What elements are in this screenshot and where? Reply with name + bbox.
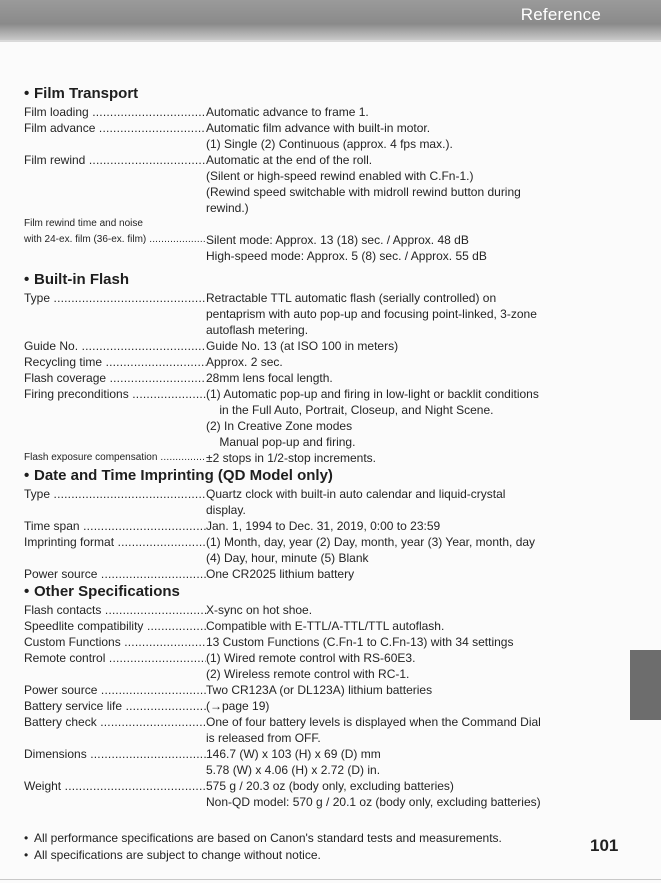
spec-value-line: ±2 stops in 1/2-stop increments. bbox=[206, 451, 376, 465]
spec-label: Power source ..... bbox=[24, 682, 206, 698]
spec-values bbox=[206, 120, 624, 152]
spec-value-line: (Rewind speed switchable with midroll rewind button during bbox=[206, 185, 521, 199]
spec-value-line: (4) Day, hour, minute (5) Blank bbox=[206, 551, 369, 565]
spec-row bbox=[24, 682, 624, 698]
spec-row bbox=[24, 602, 624, 618]
spec-value-line: Jan. 1, 1994 to Dec. 31, 2019, 0:00 to 23:59 bbox=[206, 519, 441, 533]
spec-values bbox=[206, 534, 624, 566]
spec-value-line: rewind.) bbox=[206, 201, 249, 215]
spec-row bbox=[24, 232, 624, 264]
spec-label: Battery check ..... bbox=[24, 714, 206, 730]
spec-row bbox=[24, 566, 624, 582]
spec-value-line: (1) Automatic pop-up and firing in low-light or backlit conditions bbox=[206, 387, 539, 401]
footnote: • All specifications are subject to change without notice. bbox=[24, 848, 321, 862]
spec-row bbox=[24, 450, 624, 466]
bullet-icon: • bbox=[24, 467, 30, 484]
spec-value-line: (1) Wired remote control with RS-60E3. bbox=[206, 651, 416, 665]
spec-row bbox=[24, 534, 624, 566]
spec-row bbox=[24, 354, 624, 370]
spec-value-line: autoflash metering. bbox=[206, 323, 309, 337]
spec-values bbox=[206, 450, 624, 466]
spec-row bbox=[24, 338, 624, 354]
spec-value-line: display. bbox=[206, 503, 246, 517]
spec-value-line: Guide No. 13 (at ISO 100 in meters) bbox=[206, 339, 399, 353]
spec-row bbox=[24, 216, 624, 232]
spec-values bbox=[206, 618, 624, 634]
spec-values bbox=[206, 650, 624, 682]
spec-row bbox=[24, 698, 624, 714]
spec-value-line: Two CR123A (or DL123A) lithium batteries bbox=[206, 683, 433, 697]
spec-value-line: 5.78 (W) x 4.06 (H) x 2.72 (D) in. bbox=[206, 763, 381, 777]
spec-values bbox=[206, 682, 624, 698]
bullet-icon: • bbox=[24, 848, 29, 862]
spec-values bbox=[206, 152, 624, 216]
spec-row bbox=[24, 518, 624, 534]
spec-value-line: in the Full Auto, Portrait, Closeup, and Night Scene. bbox=[206, 403, 494, 417]
spec-label: Type ..... bbox=[24, 486, 206, 502]
spec-label: Flash coverage ..... bbox=[24, 370, 206, 386]
spec-value-line: Quartz clock with built-in auto calendar and liquid-crystal bbox=[206, 487, 506, 501]
bottom-divider bbox=[0, 879, 661, 880]
spec-label: Flash contacts ..... bbox=[24, 602, 206, 618]
spec-value-line: High-speed mode: Approx. 5 (8) sec. / Approx. 55 dB bbox=[206, 249, 487, 263]
spec-label: Film rewind ..... bbox=[24, 152, 206, 168]
spec-values bbox=[206, 216, 624, 232]
spec-label: Battery service life ..... bbox=[24, 698, 206, 714]
spec-value-line: Automatic film advance with built-in motor. bbox=[206, 121, 431, 135]
spec-value-line: One CR2025 lithium battery bbox=[206, 567, 355, 581]
spec-row bbox=[24, 650, 624, 682]
spec-row bbox=[24, 290, 624, 338]
spec-row bbox=[24, 386, 624, 450]
spec-label: with 24-ex. film (36-ex. film) ..... bbox=[24, 232, 206, 248]
spec-row bbox=[24, 746, 624, 778]
spec-value-line: Automatic advance to frame 1. bbox=[206, 105, 369, 119]
spec-value-line: 575 g / 20.3 oz (body only, excluding batteries) bbox=[206, 779, 454, 793]
spec-value-line: Automatic at the end of the roll. bbox=[206, 153, 373, 167]
spec-value-line: Compatible with E-TTL/A-TTL/TTL autoflash. bbox=[206, 619, 445, 633]
spec-row bbox=[24, 370, 624, 386]
spec-row bbox=[24, 778, 624, 810]
spec-value-line: (2) Wireless remote control with RC-1. bbox=[206, 667, 410, 681]
spec-value-line: Non-QD model: 570 g / 20.1 oz (body only, excluding batteries) bbox=[206, 795, 541, 809]
spec-value-line: (→page 19) bbox=[206, 699, 270, 713]
spec-label: Firing preconditions ..... bbox=[24, 386, 206, 402]
spec-row bbox=[24, 152, 624, 216]
spec-values bbox=[206, 566, 624, 582]
spec-value-line: Retractable TTL automatic flash (serially controlled) on bbox=[206, 291, 497, 305]
spec-value-line: (Silent or high-speed rewind enabled with C.Fn-1.) bbox=[206, 169, 474, 183]
spec-value-line: pentaprism with auto pop-up and focusing point-linked, 3-zone bbox=[206, 307, 537, 321]
spec-value-line: 146.7 (W) x 103 (H) x 69 (D) mm bbox=[206, 747, 381, 761]
spec-value-line: Approx. 2 sec. bbox=[206, 355, 283, 369]
section-heading-other-specifications: • Other Specifications bbox=[24, 583, 180, 600]
spec-values bbox=[206, 290, 624, 338]
spec-values bbox=[206, 486, 624, 518]
spec-value-line: Silent mode: Approx. 13 (18) sec. / Approx. 48 dB bbox=[206, 233, 469, 247]
spec-values bbox=[206, 386, 624, 450]
spec-value-line: 13 Custom Functions (C.Fn-1 to C.Fn-13) with 34 settings bbox=[206, 635, 514, 649]
spec-values bbox=[206, 778, 624, 810]
spec-row bbox=[24, 104, 624, 120]
spec-values bbox=[206, 354, 624, 370]
spec-values bbox=[206, 104, 624, 120]
spec-values bbox=[206, 602, 624, 618]
spec-values bbox=[206, 634, 624, 650]
spec-value-line: (1) Month, day, year (2) Day, month, year (3) Year, month, day bbox=[206, 535, 536, 549]
spec-values bbox=[206, 518, 624, 534]
spec-value-line: 28mm lens focal length. bbox=[206, 371, 333, 385]
spec-label: Film rewind time and noise bbox=[24, 218, 143, 229]
spec-values bbox=[206, 698, 624, 714]
spec-value-line: Manual pop-up and firing. bbox=[206, 435, 356, 449]
spec-label: Custom Functions ..... bbox=[24, 634, 206, 650]
spec-label: Type ..... bbox=[24, 290, 206, 306]
section-heading-built-in-flash: • Built-in Flash bbox=[24, 271, 129, 288]
spec-row bbox=[24, 618, 624, 634]
spec-value-line: X-sync on hot shoe. bbox=[206, 603, 313, 617]
spec-value-line: (1) Single (2) Continuous (approx. 4 fps max.). bbox=[206, 137, 453, 151]
spec-value-line bbox=[206, 216, 624, 232]
spec-label: Weight ..... bbox=[24, 778, 206, 794]
spec-label: Flash exposure compensation ..... bbox=[24, 450, 206, 466]
spec-row bbox=[24, 714, 624, 746]
spec-row bbox=[24, 634, 624, 650]
bullet-icon: • bbox=[24, 85, 30, 102]
spec-label: Speedlite compatibility ..... bbox=[24, 618, 206, 634]
spec-label: Film loading ..... bbox=[24, 104, 206, 120]
spec-label: Guide No. ..... bbox=[24, 338, 206, 354]
footnotes bbox=[24, 830, 624, 864]
spec-label: Power source ..... bbox=[24, 566, 206, 582]
spec-values bbox=[206, 714, 624, 746]
header-divider bbox=[0, 40, 661, 42]
spec-values bbox=[206, 370, 624, 386]
spec-label: Film advance ..... bbox=[24, 120, 206, 136]
spec-values bbox=[206, 746, 624, 778]
spec-values bbox=[206, 232, 624, 264]
page-number: 101 bbox=[590, 836, 619, 855]
spec-value-line: One of four battery levels is displayed when the Command Dial bbox=[206, 715, 541, 729]
spec-row bbox=[24, 486, 624, 518]
spec-value-line: is released from OFF. bbox=[206, 731, 321, 745]
spec-label: Imprinting format ..... bbox=[24, 534, 206, 550]
section-thumb-tab bbox=[630, 650, 661, 720]
bullet-icon: • bbox=[24, 583, 30, 600]
section-heading-film-transport: • Film Transport bbox=[24, 85, 139, 102]
spec-label: Dimensions ..... bbox=[24, 746, 206, 762]
spec-label: Recycling time ..... bbox=[24, 354, 206, 370]
spec-values bbox=[206, 338, 624, 354]
spec-content bbox=[24, 84, 624, 864]
section-heading-date-time-imprinting: • Date and Time Imprinting (QD Model only) bbox=[24, 467, 333, 484]
bullet-icon: • bbox=[24, 831, 29, 845]
spec-value-line: (2) In Creative Zone modes bbox=[206, 419, 353, 433]
footnote: • All performance specifications are based on Canon's standard tests and measurements. bbox=[24, 831, 502, 845]
bullet-icon: • bbox=[24, 271, 30, 288]
spec-label: Remote control ..... bbox=[24, 650, 206, 666]
spec-row bbox=[24, 120, 624, 152]
spec-label: Time span ..... bbox=[24, 518, 206, 534]
section-title: Reference bbox=[520, 5, 601, 24]
